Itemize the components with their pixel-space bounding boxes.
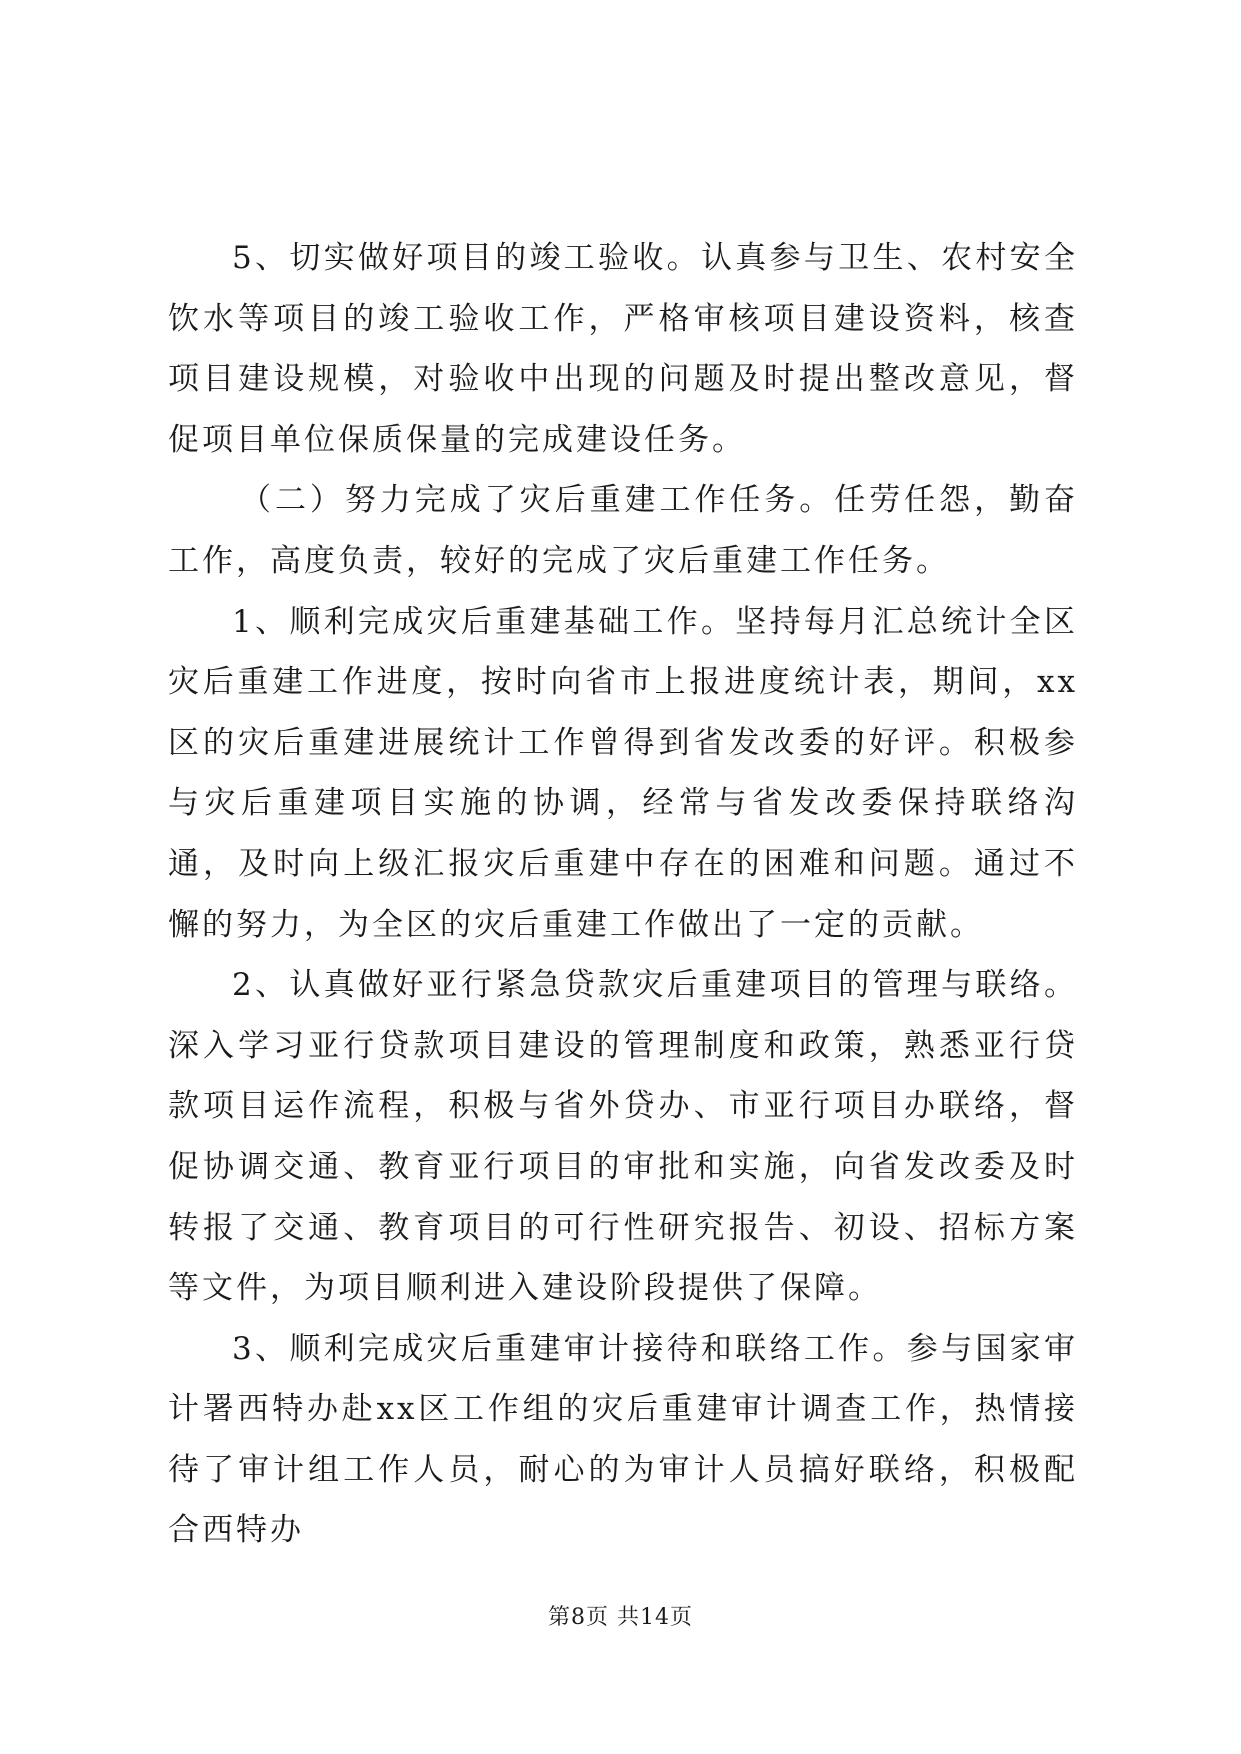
paragraph-reconstruction-basics: 1、顺利完成灾后重建基础工作。坚持每月汇总统计全区灾后重建工作进度，按时向省市上报进度统计表，期间，xx区的灾后重建进展统计工作曾得到省发改委的好评。积极参与灾后重建项目实施的协调，经常与省发改委保持联络沟通，及时向上级汇报灾后重建中存在的困难和问题。通过不懈的努力，为全区的灾后重建工作做出了一定的贡献。 <box>168 603 1078 943</box>
paragraph-audit: 3、顺利完成灾后重建审计接待和联络工作。参与国家审计署西特办赴xx区工作组的灾后重建审计调查工作，热情接待了审计组工作人员，耐心的为审计人员搞好联络，积极配合西特办 <box>168 1330 1078 1549</box>
document-body <box>168 228 1078 1561</box>
section-heading-reconstruction: （二）努力完成了灾后重建工作任务。任劳任怨，勤奋工作，高度负责，较好的完成了灾后重建工作任务。 <box>168 482 1078 579</box>
paragraph-adb-loan: 2、认真做好亚行紧急贷款灾后重建项目的管理与联络。深入学习亚行贷款项目建设的管理制度和政策，熟悉亚行贷款项目运作流程，积极与省外贷办、市亚行项目办联络，督促协调交通、教育亚行项目的审批和实施，向省发改委及时转报了交通、教育项目的可行性研究报告、初设、招标方案等文件，为项目顺利进入建设阶段提供了保障。 <box>168 967 1078 1307</box>
paragraph-acceptance: 5、切实做好项目的竣工验收。认真参与卫生、农村安全饮水等项目的竣工验收工作，严格审核项目建设资料，核查项目建设规模，对验收中出现的问题及时提出整改意见，督促项目单位保质保量的完成建设任务。 <box>168 240 1078 458</box>
page-footer: 第8页 共14页 <box>548 1605 693 1630</box>
